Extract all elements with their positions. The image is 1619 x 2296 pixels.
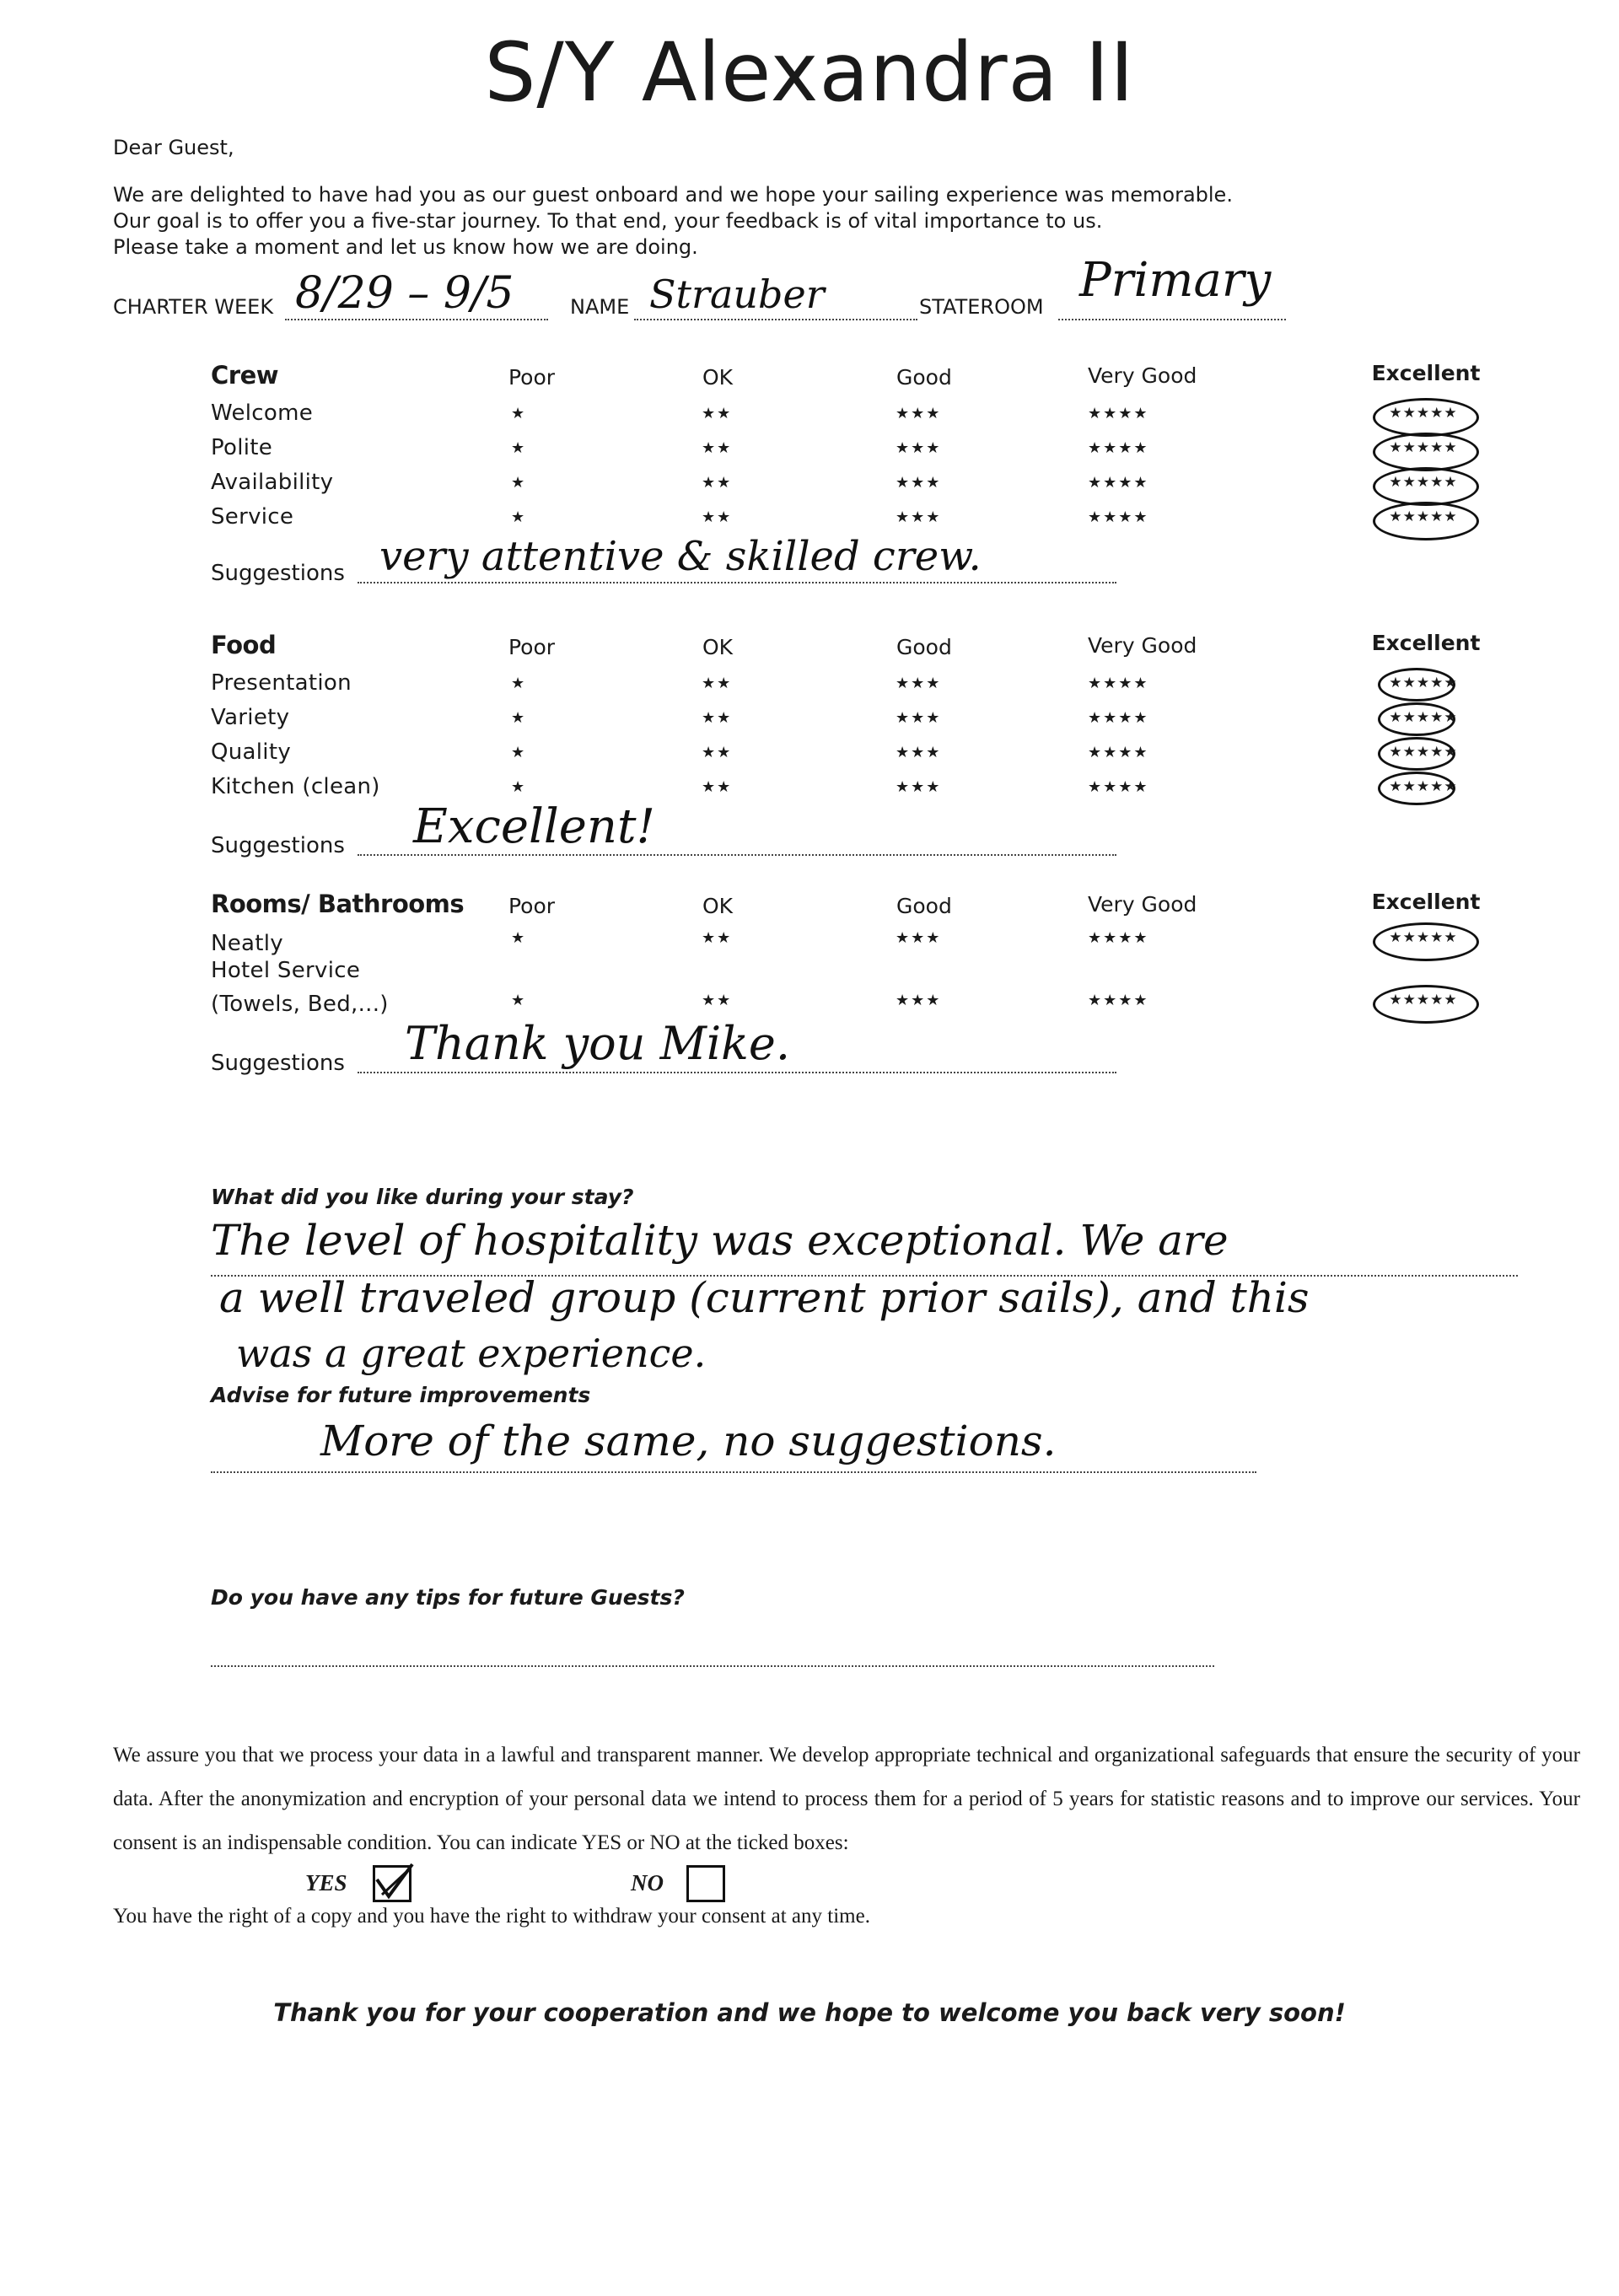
tips-question-label: Do you have any tips for future Guests? bbox=[211, 1585, 685, 1610]
food-rating-1-excellent[interactable]: ★★★★★ bbox=[1389, 675, 1458, 691]
food-item-kitchen: Kitchen (clean) bbox=[211, 774, 380, 799]
crew-item-service: Service bbox=[211, 504, 294, 530]
crew-rating-2-col-4[interactable]: ★★★★ bbox=[1088, 439, 1149, 457]
rooms-rating-2-col-4[interactable]: ★★★★ bbox=[1088, 992, 1149, 1009]
col-poor: Poor bbox=[508, 635, 556, 659]
crew-item-availability: Availability bbox=[211, 470, 334, 495]
crew-rating-2-col-1[interactable]: ★ bbox=[511, 439, 527, 457]
col-ok: OK bbox=[702, 365, 734, 390]
charter-week-field[interactable]: 8/29 – 9/5 bbox=[295, 268, 514, 319]
food-rating-3-col-3[interactable]: ★★★ bbox=[896, 744, 942, 761]
col-very-good: Very Good bbox=[1088, 892, 1197, 917]
crew-rating-2-col-2[interactable]: ★★ bbox=[702, 439, 733, 457]
charter-week-line bbox=[285, 319, 548, 320]
food-suggestions-line bbox=[358, 854, 1116, 856]
crew-rating-2-col-3[interactable]: ★★★ bbox=[896, 439, 942, 457]
liked-answer-line-1[interactable]: The level of hospitality was exceptional. We are bbox=[211, 1216, 1229, 1265]
name-field[interactable]: Strauber bbox=[649, 272, 825, 317]
stateroom-field[interactable]: Primary bbox=[1079, 253, 1272, 308]
food-rating-2-col-4[interactable]: ★★★★ bbox=[1088, 709, 1149, 727]
intro-line-1: We are delighted to have had you as our guest onboard and we hope your sailing experience was memorable. bbox=[113, 183, 1233, 207]
col-good: Good bbox=[896, 635, 952, 659]
food-rating-1-selected-circle bbox=[1378, 668, 1455, 702]
section-title-crew: Crew bbox=[211, 361, 279, 390]
section-title-food: Food bbox=[211, 631, 277, 659]
crew-suggestions-label: Suggestions bbox=[211, 561, 345, 586]
crew-rating-2-excellent[interactable]: ★★★★★ bbox=[1389, 439, 1458, 456]
intro-text bbox=[113, 135, 1378, 261]
rooms-rating-2-selected-circle bbox=[1373, 985, 1479, 1024]
checkmark-icon bbox=[374, 1861, 416, 1903]
charter-week-label: CHARTER WEEK bbox=[113, 295, 274, 319]
food-rating-1-col-1[interactable]: ★ bbox=[511, 675, 527, 692]
liked-question-label: What did you like during your stay? bbox=[211, 1185, 634, 1209]
rooms-suggestions-field[interactable]: Thank you Mike. bbox=[405, 1017, 791, 1070]
crew-suggestions-line bbox=[358, 582, 1116, 583]
col-poor: Poor bbox=[508, 365, 556, 390]
food-rating-4-col-4[interactable]: ★★★★ bbox=[1088, 778, 1149, 796]
crew-rating-3-selected-circle bbox=[1373, 467, 1479, 506]
rooms-rating-2-excellent[interactable]: ★★★★★ bbox=[1389, 992, 1458, 1008]
food-rating-4-col-2[interactable]: ★★ bbox=[702, 778, 733, 796]
food-rating-3-col-4[interactable]: ★★★★ bbox=[1088, 744, 1149, 761]
rooms-rating-2-col-2[interactable]: ★★ bbox=[702, 992, 733, 1009]
rooms-item-neatly: Neatly bbox=[211, 931, 283, 956]
name-label: NAME bbox=[570, 295, 630, 319]
food-rating-3-col-1[interactable]: ★ bbox=[511, 744, 527, 761]
food-suggestions-label: Suggestions bbox=[211, 833, 345, 858]
improve-answer-line bbox=[211, 1471, 1256, 1473]
rooms-item-towels-bed: (Towels, Bed,...) bbox=[211, 992, 389, 1017]
crew-rating-3-col-2[interactable]: ★★ bbox=[702, 474, 733, 492]
col-good: Good bbox=[896, 894, 952, 918]
food-rating-2-col-1[interactable]: ★ bbox=[511, 709, 527, 727]
crew-rating-4-excellent[interactable]: ★★★★★ bbox=[1389, 508, 1458, 525]
col-excellent: Excellent bbox=[1371, 631, 1481, 655]
tips-answer-line[interactable] bbox=[211, 1665, 1214, 1667]
food-rating-3-excellent[interactable]: ★★★★★ bbox=[1389, 744, 1458, 761]
rooms-rating-2-col-1[interactable]: ★ bbox=[511, 992, 527, 1009]
rooms-rating-2-col-3[interactable]: ★★★ bbox=[896, 992, 942, 1009]
food-item-presentation: Presentation bbox=[211, 670, 352, 696]
rooms-rating-1-selected-circle bbox=[1373, 922, 1479, 961]
crew-rating-1-col-1[interactable]: ★ bbox=[511, 405, 527, 422]
crew-rating-3-col-3[interactable]: ★★★ bbox=[896, 474, 942, 492]
col-poor: Poor bbox=[508, 894, 556, 918]
crew-suggestions-field[interactable]: very attentive & skilled crew. bbox=[379, 533, 982, 580]
crew-rating-1-col-4[interactable]: ★★★★ bbox=[1088, 405, 1149, 422]
food-suggestions-field[interactable]: Excellent! bbox=[413, 799, 655, 854]
liked-answer-line-2[interactable]: a well traveled group (current prior sails), and this bbox=[219, 1273, 1310, 1322]
crew-item-polite: Polite bbox=[211, 435, 273, 460]
consent-no-checkbox[interactable] bbox=[686, 1865, 725, 1902]
rooms-rating-1-excellent[interactable]: ★★★★★ bbox=[1389, 929, 1458, 946]
consent-yes-label: YES bbox=[305, 1870, 347, 1895]
col-ok: OK bbox=[702, 894, 734, 918]
food-rating-1-col-4[interactable]: ★★★★ bbox=[1088, 675, 1149, 692]
col-very-good: Very Good bbox=[1088, 633, 1197, 658]
crew-rating-1-excellent[interactable]: ★★★★★ bbox=[1389, 405, 1458, 422]
intro-line-3: Please take a moment and let us know how we are doing. bbox=[113, 235, 698, 259]
food-rating-2-selected-circle bbox=[1378, 702, 1455, 736]
food-item-quality: Quality bbox=[211, 739, 292, 765]
crew-rating-3-col-4[interactable]: ★★★★ bbox=[1088, 474, 1149, 492]
food-rating-3-col-2[interactable]: ★★ bbox=[702, 744, 733, 761]
crew-rating-1-selected-circle bbox=[1373, 398, 1479, 437]
food-rating-4-selected-circle bbox=[1378, 772, 1455, 805]
improve-question-label: Advise for future improvements bbox=[211, 1383, 591, 1407]
col-ok: OK bbox=[702, 635, 734, 659]
page-title: S/Y Alexandra II bbox=[484, 25, 1135, 120]
name-line bbox=[634, 319, 917, 320]
food-rating-4-col-3[interactable]: ★★★ bbox=[896, 778, 942, 796]
food-rating-1-col-3[interactable]: ★★★ bbox=[896, 675, 942, 692]
crew-rating-3-col-1[interactable]: ★ bbox=[511, 474, 527, 492]
food-rating-1-col-2[interactable]: ★★ bbox=[702, 675, 733, 692]
crew-rating-3-excellent[interactable]: ★★★★★ bbox=[1389, 474, 1458, 491]
stateroom-line bbox=[1058, 319, 1286, 320]
crew-rating-4-col-3[interactable]: ★★★ bbox=[896, 508, 942, 526]
col-good: Good bbox=[896, 365, 952, 390]
crew-rating-4-col-2[interactable]: ★★ bbox=[702, 508, 733, 526]
rooms-rating-1-col-3[interactable]: ★★★ bbox=[896, 929, 942, 947]
food-rating-3-selected-circle bbox=[1378, 737, 1455, 771]
food-item-variety: Variety bbox=[211, 705, 290, 730]
crew-rating-2-selected-circle bbox=[1373, 433, 1479, 471]
rooms-suggestions-line bbox=[358, 1072, 1116, 1073]
crew-rating-1-col-3[interactable]: ★★★ bbox=[896, 405, 942, 422]
crew-rating-4-selected-circle bbox=[1373, 502, 1479, 540]
food-rating-4-col-1[interactable]: ★ bbox=[511, 778, 527, 796]
consent-yes-checkbox[interactable] bbox=[373, 1865, 411, 1902]
crew-item-welcome: Welcome bbox=[211, 401, 314, 426]
col-very-good: Very Good bbox=[1088, 363, 1197, 388]
col-excellent: Excellent bbox=[1371, 890, 1481, 914]
closing-message: Thank you for your cooperation and we hope to welcome you back very soon! bbox=[273, 1998, 1346, 2027]
food-rating-4-excellent[interactable]: ★★★★★ bbox=[1389, 778, 1458, 795]
stateroom-label: STATEROOM bbox=[919, 295, 1044, 319]
liked-answer-line-3[interactable]: was a great experience. bbox=[236, 1331, 707, 1376]
rooms-suggestions-label: Suggestions bbox=[211, 1051, 345, 1076]
greeting: Dear Guest, bbox=[113, 136, 234, 159]
food-rating-2-col-3[interactable]: ★★★ bbox=[896, 709, 942, 727]
consent-no-label: NO bbox=[631, 1870, 664, 1895]
section-title-rooms: Rooms/ Bathrooms bbox=[211, 890, 465, 918]
crew-rating-4-col-4[interactable]: ★★★★ bbox=[1088, 508, 1149, 526]
rooms-item-hotel-service: Hotel Service bbox=[211, 958, 361, 983]
intro-line-2: Our goal is to offer you a five-star journey. To that end, your feedback is of vital importance to us. bbox=[113, 209, 1103, 233]
rooms-rating-1-col-4[interactable]: ★★★★ bbox=[1088, 929, 1149, 947]
food-rating-2-excellent[interactable]: ★★★★★ bbox=[1389, 709, 1458, 726]
food-rating-2-col-2[interactable]: ★★ bbox=[702, 709, 733, 727]
crew-rating-1-col-2[interactable]: ★★ bbox=[702, 405, 733, 422]
col-excellent: Excellent bbox=[1371, 361, 1481, 385]
improve-answer-field[interactable]: More of the same, no suggestions. bbox=[320, 1417, 1057, 1465]
rooms-rating-1-col-1[interactable]: ★ bbox=[511, 929, 527, 947]
privacy-text: We assure you that we process your data in a lawful and transparent manner. We develop appropriate technical and organizational safeguards that ensure the security of your data. After the anonymization and encryption of your personal data we intend to process them for a period of 5 years for statistic reasons and to improve our services. Your consent is an indispensable condition. You can indicate YES or NO at the ticked boxes: bbox=[113, 1744, 1580, 1854]
rooms-rating-1-col-2[interactable]: ★★ bbox=[702, 929, 733, 947]
crew-rating-4-col-1[interactable]: ★ bbox=[511, 508, 527, 526]
privacy-rights: You have the right of a copy and you have the right to withdraw your consent at any time. bbox=[113, 1905, 870, 1928]
